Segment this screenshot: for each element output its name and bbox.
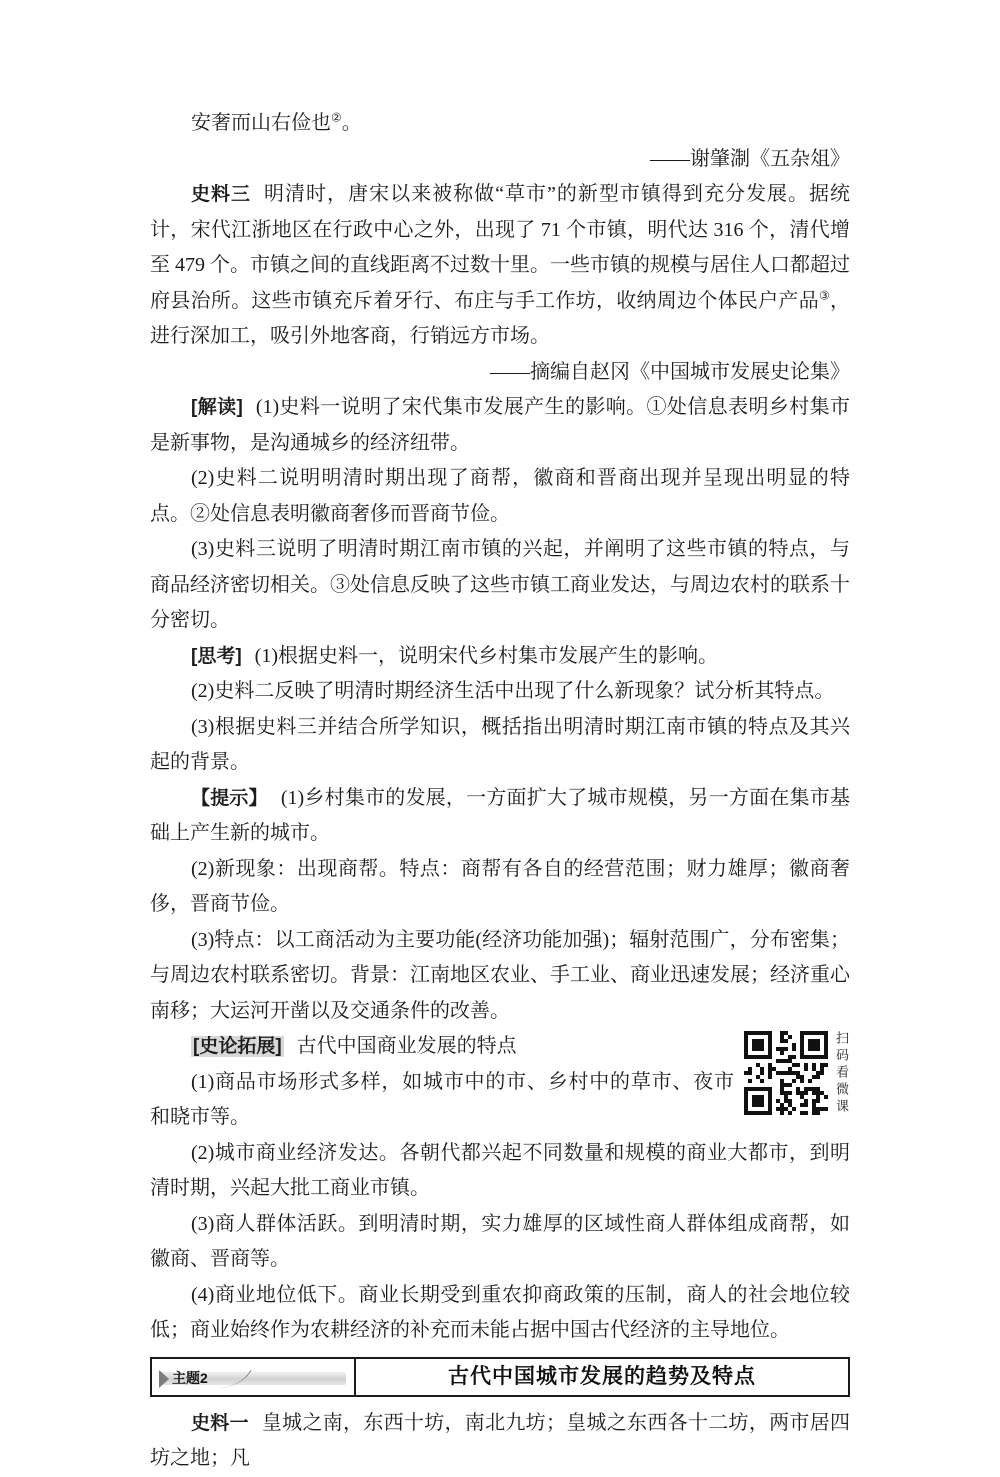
topic-box — [150, 1357, 850, 1397]
paragraph: (3)特点：以工商活动为主要功能(经济功能加强)；辐射范围广，分布密集；与周边农村联系密切。背景：江南地区农业、手工业、商业迅速发展；经济重心南移；大运河开凿以及交通条件的改善。 — [150, 928, 850, 1022]
topic-tab-label: 主题2 — [172, 1369, 208, 1386]
paragraph: (1)商品市场形式多样，如城市中的市、乡村中的草市、夜市和晓市等。 — [150, 1070, 734, 1128]
paragraph: 史料一 皇城之南，东西十坊，南北九坊；皇城之东西各十二坊，两市居四坊之地；凡 — [150, 1411, 850, 1469]
paragraph: [思考] (1)根据史料一，说明宋代乡村集市发展产生的影响。 — [191, 644, 718, 667]
paragraph-label: [解读] — [191, 397, 243, 418]
topic-tab-arrow-icon — [159, 1370, 169, 1388]
paragraph: [解读] (1)史料一说明了宋代集市发展产生的影响。①处信息表明乡村集市是新事物，是沟通城乡的经济纽带。 — [150, 396, 851, 454]
topic-title: 古代中国城市发展的趋势及特点 — [448, 1363, 756, 1388]
qr-code-image — [744, 1031, 828, 1115]
attribution-line: ——摘编自赵冈《中国城市发展史论集》 — [490, 360, 850, 383]
paragraph: (2)新现象：出现商帮。特点：商帮有各自的经营范围；财力雄厚；徽商奢侈，晋商节俭。 — [150, 857, 850, 915]
document-body — [150, 106, 850, 1477]
paragraph: 【提示】 (1)乡村集市的发展，一方面扩大了城市规模，另一方面在集市基础上产生新的城市。 — [150, 786, 850, 844]
paragraph: (2)史料二说明明清时期出现了商帮，徽商和晋商出现并呈现出明显的特点。②处信息表明徽商奢侈而晋商节俭。 — [150, 467, 850, 525]
paragraph-label: 史料三 — [191, 184, 252, 205]
topic-tab-cell — [152, 1359, 356, 1395]
qr-code-block — [744, 1031, 850, 1121]
paragraph-label: [思考] — [191, 645, 242, 667]
paragraph: (3)商人群体活跃。到明清时期，实力雄厚的区域性商人群体组成商帮，如徽商、晋商等。 — [150, 1212, 850, 1270]
paragraph: (4)商业地位低下。商业长期受到重农抑商政策的压制，商人的社会地位较低；商业始终作为农耕经济的补充而未能占据中国古代经济的主导地位。 — [150, 1283, 850, 1341]
superscript-note: ② — [331, 110, 342, 125]
superscript-note: ③ — [818, 287, 830, 302]
paragraph: (3)根据史料三并结合所学知识，概括指出明清时期江南市镇的特点及其兴起的背景。 — [150, 715, 850, 773]
paragraph: 安奢而山右俭也②。 — [191, 110, 362, 134]
paragraph-label: [史论拓展] — [193, 1036, 282, 1057]
qr-caption: 扫码看微课 — [834, 1031, 849, 1116]
paragraph: [史论拓展] 古代中国商业发展的特点 — [193, 1035, 517, 1057]
paragraph-label: 【提示】 — [191, 787, 268, 809]
paragraph: (3)史料三说明了明清时期江南市镇的兴起，并阐明了这些市镇的特点，与商品经济密切相关。③处信息反映了这些市镇工商业发达，与周边农村的联系十分密切。 — [150, 538, 850, 631]
paragraph: (2)城市商业经济发达。各朝代都兴起不同数量和规模的商业大都市，到明清时期，兴起大批工商业市镇。 — [150, 1141, 850, 1199]
paragraph-label: 史料一 — [191, 1412, 249, 1434]
paragraph: (2)史料二反映了明清时期经济生活中出现了什么新现象？试分析其特点。 — [191, 680, 835, 702]
attribution-line: ——谢肇淛《五杂俎》 — [650, 147, 850, 170]
paragraph: 史料三 明清时，唐宋以来被称做“草市”的新型市镇得到充分发展。据统计，宋代江浙地区在行政中心之外，出现了 71 个市镇，明代达 316 个，清代增至 479 个。市镇之间的直线距离不过数十里。一些市镇的规模与居住人口都超过府县治所。这些市镇充斥着牙行、布庄与手工作坊，收纳周边个体民户产品③，进行深加工，吸引外地客商，行销远方市场。 — [150, 183, 850, 347]
